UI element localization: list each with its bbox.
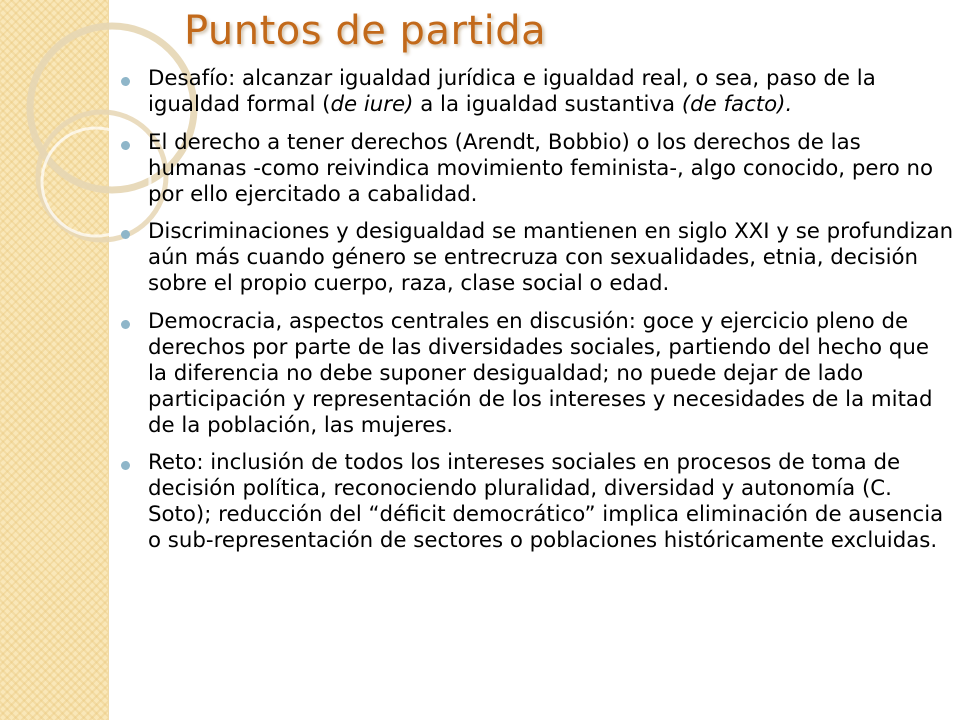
bullet-text: El derecho a tener derechos (Arendt, Bobbio) o los derechos de las humanas -como reivindica movimiento feminista-, algo conocido, pero no por ello ejercitado a cabalidad. xyxy=(148,129,934,207)
decorative-side-strip xyxy=(0,0,109,720)
bullet-item xyxy=(118,450,954,554)
bullet-text: Democracia, aspectos centrales en discusión: goce y ejercicio pleno de derechos por parte de las diversidades sociales, partiendo del hecho que la diferencia no debe suponer desigualdad; no puede dejar de lado participación y representación de los intereses y necesidades de la mitad de la población, las mujeres. xyxy=(148,309,933,438)
bullet-text-italic: de iure) xyxy=(330,91,414,117)
bullet-dot xyxy=(121,461,130,470)
bullet-text-italic: (de facto). xyxy=(681,91,793,117)
bullet-item xyxy=(118,130,954,208)
bullet-text: Reto: inclusión de todos los intereses sociales en procesos de toma de decisión política, reconociendo pluralidad, diversidad y autonomía (C. Soto); reducción del “déficit democrático” implica eliminación de ausencia o sub-representación de sectores o poblaciones históricamente excluidas. xyxy=(148,450,944,553)
bullet-item xyxy=(118,66,954,118)
bullet-dot xyxy=(121,77,130,86)
bullet-dot xyxy=(121,141,130,150)
bullet-item xyxy=(118,309,954,438)
bullet-dot xyxy=(121,320,130,329)
bullet-text: Discriminaciones y desigualdad se mantienen en siglo XXI y se profundizan aún más cuando género se entrecruza con sexualidades, etnia, decisión sobre el propio cuerpo, raza, clase social o edad. xyxy=(148,219,954,297)
bullet-dot xyxy=(121,230,130,239)
bullet-item xyxy=(118,219,954,297)
slide-title: Puntos de partida xyxy=(184,8,547,54)
bullet-list xyxy=(118,66,954,566)
bullet-text-part: a la igualdad sustantiva xyxy=(413,91,682,117)
bullet-text-part: Desafío: alcanzar igualdad jurídica e igualdad real, o sea, paso de la igualdad formal ( xyxy=(148,66,876,117)
